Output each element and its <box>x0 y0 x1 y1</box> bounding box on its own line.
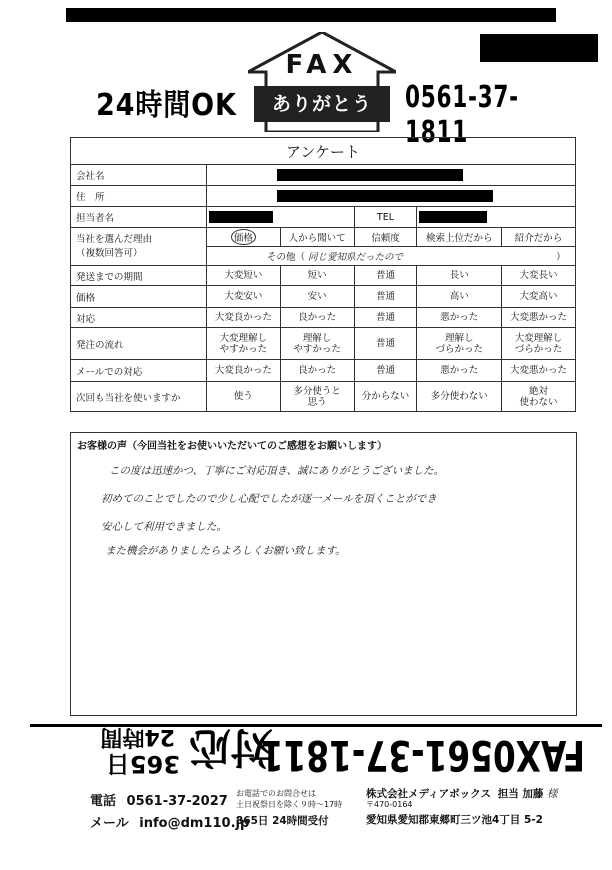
person-label: 担当者名 <box>71 207 207 228</box>
footer-note-3: 365日 24時間受付 <box>236 815 329 827</box>
flipped-24h: 24時間 <box>100 724 175 749</box>
reason-option-text: 信頼度 <box>371 233 400 244</box>
rating-option[interactable]: 多分使わない <box>417 382 502 412</box>
rating-option[interactable]: 理解し やすかった <box>280 328 354 360</box>
redaction-company <box>277 169 463 181</box>
other-value: 同じ愛知県だったので <box>308 252 404 263</box>
comment-box[interactable] <box>70 432 577 716</box>
rating-option[interactable]: 大変安い <box>207 286 281 308</box>
comment-line: また機会がありましたらよろしくお願い致します。 <box>105 545 346 557</box>
reason-option[interactable] <box>280 228 354 247</box>
survey-title: アンケート <box>71 138 576 165</box>
flipped-365: 365日 <box>105 750 180 778</box>
footer-mail-label: メール <box>90 816 129 831</box>
reason-other[interactable] <box>207 247 576 266</box>
rating-option[interactable]: 良かった <box>280 360 354 382</box>
rating-option[interactable]: 使う <box>207 382 281 412</box>
footer-note-1: お電話でのお問合せは <box>236 789 316 798</box>
reason-option-text: 紹介だから <box>514 233 563 244</box>
rating-row-label: 発注の流れ <box>71 328 207 360</box>
flipped-support: 対応 <box>188 723 273 772</box>
survey-table <box>70 137 576 412</box>
reason-option[interactable] <box>417 228 502 247</box>
footer-zip: 〒470-0164 <box>366 800 413 809</box>
reason-label-line1: 当社を選んだ理由 <box>76 233 153 245</box>
other-close: ） <box>556 252 566 263</box>
footer-address: 愛知県愛知郡東郷町三ツ池4丁目 5-2 <box>366 814 543 826</box>
comment-heading: お客様の声（今回当社をお使いいただいてのご感想をお願いします） <box>77 441 387 452</box>
company-label: 会社名 <box>71 165 207 186</box>
redaction-bar-top <box>66 8 556 22</box>
rating-option[interactable]: 普通 <box>354 266 417 286</box>
rating-option[interactable]: 普通 <box>354 286 417 308</box>
rating-option[interactable]: 分からない <box>354 382 417 412</box>
rating-option[interactable]: 大変高い <box>502 286 576 308</box>
footer-tel <box>90 790 228 809</box>
upside-down-banner <box>90 716 585 786</box>
rating-option[interactable]: 絶対 使わない <box>502 382 576 412</box>
rating-row-label: 対応 <box>71 308 207 328</box>
reason-label-line2: （複数回答可） <box>76 247 143 259</box>
tel-label: TEL <box>354 207 417 228</box>
reason-label <box>71 228 207 266</box>
rating-row-label: 次回も当社を使いますか <box>71 382 207 412</box>
redaction-tel <box>419 211 487 223</box>
rating-option[interactable]: 大変短い <box>207 266 281 286</box>
footer-tel-number[interactable]: 0561-37-2027 <box>126 794 228 809</box>
rating-option[interactable]: 悪かった <box>417 360 502 382</box>
reason-option[interactable] <box>502 228 576 247</box>
rating-row-label: 発送までの期間 <box>71 266 207 286</box>
redaction-address <box>277 190 493 202</box>
rating-option[interactable]: 大変長い <box>502 266 576 286</box>
rating-option[interactable]: 大変良かった <box>207 308 281 328</box>
reason-option-text: 価格 <box>231 229 256 245</box>
footer-staff: 担当 加藤 <box>497 788 544 800</box>
rating-row-label: 価格 <box>71 286 207 308</box>
footer-company: 株式会社メディアボックス <box>366 788 492 800</box>
header-24h-ok: 24時間OK <box>96 88 237 123</box>
address-field[interactable] <box>207 186 576 207</box>
rating-option[interactable]: 普通 <box>354 308 417 328</box>
rating-option[interactable]: 多分使うと 思う <box>280 382 354 412</box>
footer-note-2: 土日祝祭日を除く９時〜17時 <box>236 800 343 809</box>
rating-option[interactable]: 安い <box>280 286 354 308</box>
company-field[interactable] <box>207 165 576 186</box>
person-field[interactable] <box>207 207 355 228</box>
footer-tel-label: 電話 <box>90 794 117 809</box>
other-label: その他（ <box>267 252 306 263</box>
rating-option[interactable]: 高い <box>417 286 502 308</box>
rating-option[interactable]: 大変良かった <box>207 360 281 382</box>
footer-mail <box>90 812 249 831</box>
fax-title: FAX <box>285 50 359 80</box>
thanks-label: ありがとう <box>254 86 390 122</box>
header-fax-number: 0561-37-1811 <box>405 80 519 150</box>
rating-option[interactable]: 良かった <box>280 308 354 328</box>
comment-line: 初めてのことでしたので少し心配でしたが逐一メールを頂くことができ <box>101 493 437 505</box>
comment-line: この度は迅速かつ、丁寧にご対応頂き、誠にありがとうございました。 <box>109 465 445 477</box>
rating-option[interactable]: 大変理解し やすかった <box>207 328 281 360</box>
rating-option[interactable]: 大変理解し づらかった <box>502 328 576 360</box>
rating-option[interactable]: 普通 <box>354 360 417 382</box>
flipped-fax-number: FAX0561-37-1811 <box>260 731 585 780</box>
tel-field[interactable] <box>417 207 576 228</box>
rating-row-label: メールでの対応 <box>71 360 207 382</box>
rating-option[interactable]: 長い <box>417 266 502 286</box>
address-label: 住 所 <box>71 186 207 207</box>
rating-option[interactable]: 大変悪かった <box>502 308 576 328</box>
reason-option[interactable] <box>207 228 281 247</box>
rating-option[interactable]: 短い <box>280 266 354 286</box>
rating-rows <box>71 266 576 412</box>
footer-staff-hand: 様 <box>547 788 558 800</box>
rating-option[interactable]: 大変悪かった <box>502 360 576 382</box>
reason-option-text: 検索上位だから <box>426 233 493 244</box>
redaction-bar-corner <box>480 34 598 62</box>
comment-line: 安心して利用できました。 <box>101 521 227 533</box>
redaction-person <box>209 211 273 223</box>
reason-option[interactable] <box>354 228 417 247</box>
rating-option[interactable]: 悪かった <box>417 308 502 328</box>
reason-option-text: 人から聞いて <box>288 233 346 244</box>
rating-option[interactable]: 普通 <box>354 328 417 360</box>
rating-option[interactable]: 理解し づらかった <box>417 328 502 360</box>
footer-mail-address[interactable]: info@dm110.jp <box>139 816 250 831</box>
